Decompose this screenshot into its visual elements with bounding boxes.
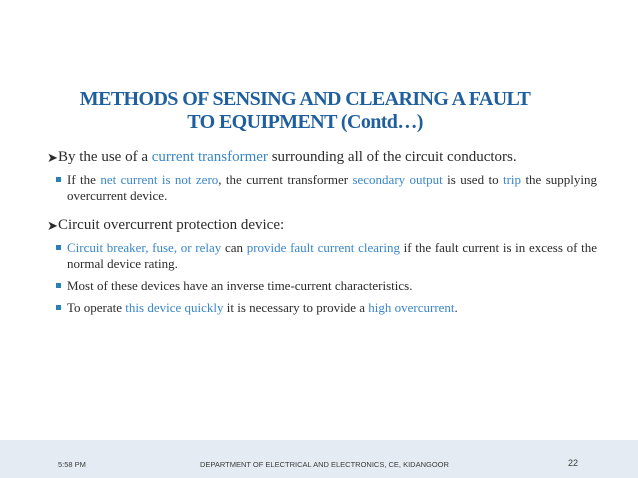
title-line-2: TO EQUIPMENT (Contd…) <box>187 111 423 133</box>
highlight-text: current transformer <box>151 149 268 165</box>
text: If the <box>67 172 101 187</box>
highlight-text: Circuit breaker, fuse, or relay <box>67 240 222 255</box>
footer-department: DEPARTMENT OF ELECTRICAL AND ELECTRONICS, CE, KIDANGOOR <box>200 460 449 469</box>
highlight-text: high overcurrent <box>368 300 455 315</box>
square-bullet-icon <box>56 305 61 310</box>
highlight-text: trip <box>502 172 522 187</box>
text: the supplying overcurrent device. <box>67 172 598 203</box>
title-line-1: METHODS OF SENSING AND CLEARING A FAULT <box>79 88 531 110</box>
text: . <box>454 300 458 315</box>
page-number: 22 <box>568 458 579 468</box>
footer-time: 5:58 PM <box>58 460 86 469</box>
footer-bar <box>0 440 638 478</box>
text: it is necessary to provide a <box>223 300 369 315</box>
square-bullet-icon <box>56 177 61 182</box>
text: By the use of a <box>58 149 152 165</box>
highlight-text: provide fault current clearing <box>246 240 400 255</box>
text: Circuit overcurrent protection device: <box>58 217 285 233</box>
square-bullet-icon <box>56 283 61 288</box>
text: if the fault current is in excess of the normal device rating. <box>67 240 597 271</box>
highlight-text: net current is not zero <box>100 172 219 187</box>
square-bullet-icon <box>56 245 61 250</box>
text: surrounding all of the circuit conductors. <box>267 149 517 165</box>
highlight-text: this device quickly <box>125 300 224 315</box>
highlight-text: secondary output <box>352 172 443 187</box>
bullet-current-transformer <box>47 148 597 167</box>
slide-title <box>40 88 570 134</box>
text: To operate <box>67 300 126 315</box>
slide-body <box>47 148 597 322</box>
bullet-overcurrent-device <box>47 216 597 235</box>
text: is used to <box>442 172 503 187</box>
text: Most of these devices have an inverse time-current characteristics. <box>67 278 413 293</box>
arrow-bullet-icon: ➤ <box>47 150 58 165</box>
sub-bullet-operate-quickly <box>47 300 597 316</box>
sub-bullet-inverse-time <box>47 278 597 294</box>
text: can <box>221 240 247 255</box>
sub-bullet-net-current <box>47 172 597 204</box>
arrow-bullet-icon: ➤ <box>47 218 58 233</box>
sub-bullet-circuit-breaker <box>47 240 597 272</box>
text: , the current transformer <box>218 172 353 187</box>
